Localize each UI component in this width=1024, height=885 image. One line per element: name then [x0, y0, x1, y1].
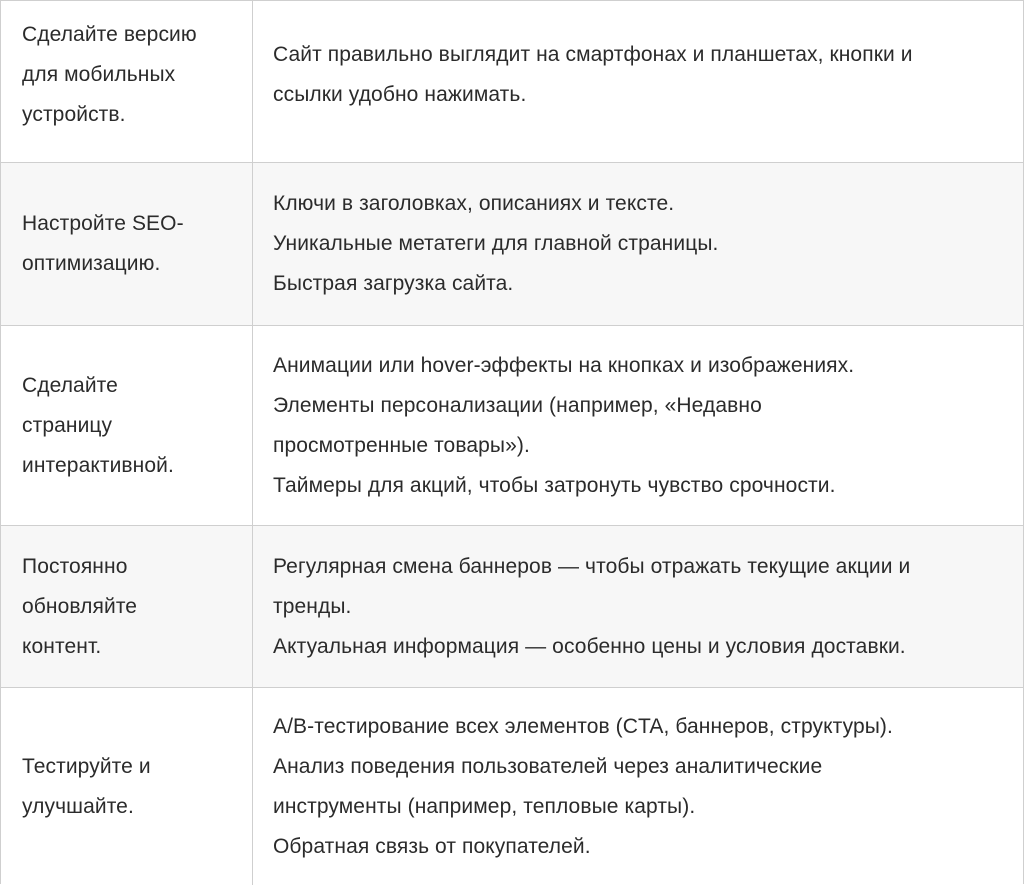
action-line: контент.	[22, 634, 102, 658]
details-line: Быстрая загрузка сайта.	[273, 272, 514, 295]
details-text	[273, 707, 893, 867]
table-row	[1, 163, 1023, 326]
table-row	[1, 326, 1023, 526]
details-line: A/B-тестирование всех элементов (CTA, баннеров, структуры).	[273, 714, 893, 738]
table-row	[1, 526, 1023, 688]
action-line: для мобильных	[22, 63, 176, 86]
action-line: страницу	[22, 413, 113, 437]
action-line: интерактивной.	[22, 453, 174, 477]
details-text	[273, 184, 718, 304]
details-line: просмотренные товары»).	[273, 433, 530, 457]
action-cell	[1, 326, 253, 525]
details-line: Обратная связь от покупателей.	[273, 834, 591, 858]
action-cell	[1, 1, 253, 162]
details-line: Ключи в заголовках, описаниях и тексте.	[273, 192, 675, 215]
details-line: Регулярная смена баннеров — чтобы отражать текущие акции и	[273, 554, 911, 578]
action-line: Тестируйте и	[22, 754, 151, 778]
action-line: устройств.	[22, 103, 126, 126]
details-line: Таймеры для акций, чтобы затронуть чувство срочности.	[273, 473, 836, 497]
details-line: Анализ поведения пользователей через аналитические	[273, 754, 823, 778]
details-cell	[253, 1, 1023, 162]
details-cell	[253, 526, 1023, 687]
details-line: инструменты (например, тепловые карты).	[273, 794, 696, 818]
details-cell	[253, 688, 1023, 885]
details-line: Сайт правильно выглядит на смартфонах и планшетах, кнопки и	[273, 43, 913, 66]
action-cell	[1, 526, 253, 687]
action-text	[22, 366, 174, 486]
action-cell	[1, 163, 253, 325]
action-line: Сделайте	[22, 373, 118, 397]
action-text	[22, 747, 151, 827]
action-line: Постоянно	[22, 554, 128, 578]
action-text	[22, 15, 197, 135]
details-text	[273, 346, 854, 506]
action-line: Сделайте версию	[22, 23, 197, 46]
details-line: Актуальная информация — особенно цены и условия доставки.	[273, 634, 906, 658]
details-cell	[253, 163, 1023, 325]
action-text	[22, 204, 184, 284]
table-row	[1, 688, 1023, 885]
details-line: тренды.	[273, 594, 352, 618]
action-text	[22, 547, 137, 667]
details-line: Уникальные метатеги для главной страницы.	[273, 232, 719, 255]
action-cell	[1, 688, 253, 885]
details-text	[273, 35, 913, 115]
action-line: обновляйте	[22, 594, 138, 618]
details-cell	[253, 326, 1023, 525]
action-line: оптимизацию.	[22, 252, 161, 275]
action-line: Настройте SEO-	[22, 212, 184, 235]
details-line: ссылки удобно нажимать.	[273, 83, 527, 106]
action-line: улучшайте.	[22, 794, 134, 818]
table-row	[1, 1, 1023, 163]
details-line: Анимации или hover-эффекты на кнопках и изображениях.	[273, 353, 855, 377]
details-text	[273, 547, 910, 667]
details-line: Элементы персонализации (например, «Недавно	[273, 393, 762, 417]
